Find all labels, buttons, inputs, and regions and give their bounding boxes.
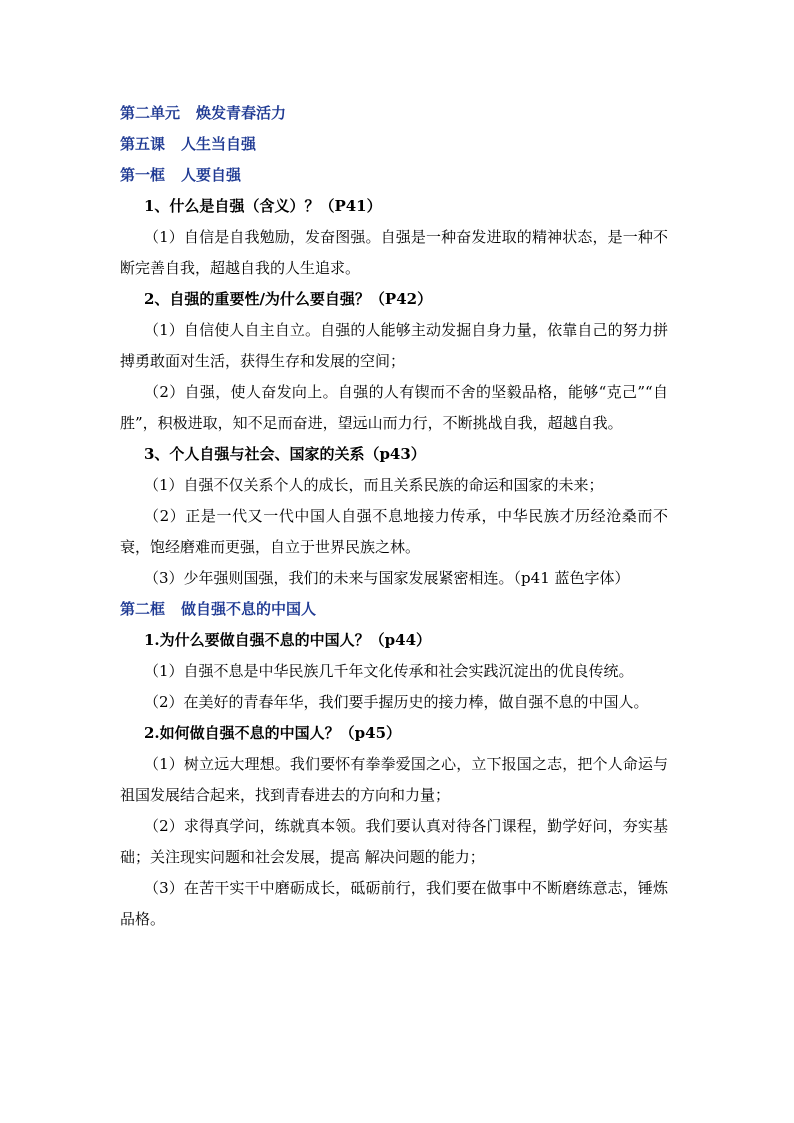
s2-q1-point-1: （1）自强不息是中华民族几千年文化传承和社会实践沉淀出的优良传统。 — [144, 662, 634, 680]
section1-label: 第一框 — [120, 166, 166, 184]
unit-heading — [120, 98, 668, 129]
unit-title: 焕发青春活力 — [196, 104, 287, 122]
s1-q3-point-1: （1）自强不仅关系个人的成长，而且关系民族的命运和国家的未来； — [144, 476, 604, 494]
s1-q3-title: 3、个人自强与社会、国家的关系（p43） — [144, 445, 426, 463]
s1-q3-point-3: （3）少年强则国强，我们的未来与国家发展紧密相连。（p41 蓝色字体） — [144, 569, 630, 587]
section1-heading — [120, 160, 668, 191]
section1-title: 人要自强 — [181, 166, 242, 184]
unit-label: 第二单元 — [120, 104, 181, 122]
s1-q2-title: 2、自强的重要性/为什么要自强？（P42） — [144, 290, 433, 308]
s1-q1-title: 1、什么是自强（含义）？（P41） — [144, 197, 382, 215]
s2-q2-title: 2.如何做自强不息的中国人？（p45） — [144, 724, 402, 742]
lesson-label: 第五课 — [120, 135, 166, 153]
section2-heading — [120, 594, 668, 625]
s2-q1-title: 1.为什么要做自强不息的中国人？（p44） — [144, 631, 432, 649]
s1-q2-point-1: （1）自信使人自主自立。自强的人能够主动发掘自身力量，依靠自己的努力拼搏勇敢面对生活，获得生存和发展的空间； — [120, 321, 668, 370]
s1-q1-point-1: （1）自信是自我勉励，发奋图强。自强是一种奋发进取的精神状态，是一种不断完善自我，超越自我的人生追求。 — [120, 228, 668, 277]
section2-title: 做自强不息的中国人 — [181, 600, 317, 618]
s1-q3-point-2: （2）正是一代又一代中国人自强不息地接力传承，中华民族才历经沧桑而不衰，饱经磨难而更强，自立于世界民族之林。 — [120, 507, 668, 556]
s1-q2-point-2: （2）自强，使人奋发向上。自强的人有锲而不舍的坚毅品格，能够“克己”“自胜”，积极进取，知不足而奋进，望远山而力行，不断挑战自我，超越自我。 — [120, 383, 668, 432]
s2-q1-point-2: （2）在美好的青春年华，我们要手握历史的接力棒，做自强不息的中国人。 — [144, 693, 649, 711]
document-page — [120, 98, 668, 935]
s2-q2-point-3: （3）在苦干实干中磨砺成长，砥砺前行，我们要在做事中不断磨练意志，锤炼品格。 — [120, 879, 668, 928]
s2-q2-point-2: （2）求得真学问，练就真本领。我们要认真对待各门课程，勤学好问，夯实基础；关注现实问题和社会发展，提高 解决问题的能力； — [120, 817, 668, 866]
s2-q2-point-1: （1）树立远大理想。我们要怀有拳拳爱国之心，立下报国之志，把个人命运与祖国发展结合起来，找到青春进去的方向和力量； — [120, 755, 668, 804]
lesson-title: 人生当自强 — [181, 135, 257, 153]
lesson-heading — [120, 129, 668, 160]
section2-label: 第二框 — [120, 600, 166, 618]
